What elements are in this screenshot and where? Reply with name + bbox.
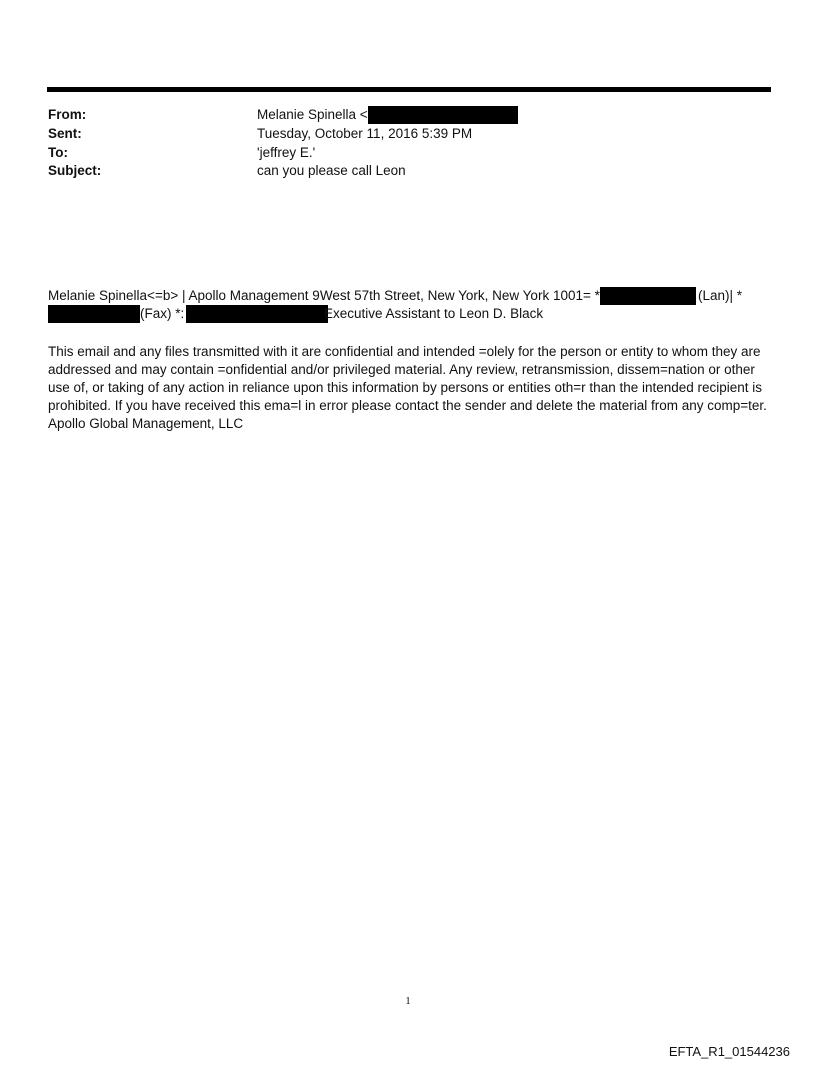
from-sender: Melanie Spinella < xyxy=(257,107,368,122)
sent-label: Sent: xyxy=(48,126,82,141)
from-label: From: xyxy=(48,107,87,122)
redacted-phone xyxy=(600,287,696,305)
document-id: EFTA_R1_01544236 xyxy=(668,1044,790,1059)
to-value: 'jeffrey E.' xyxy=(257,145,316,160)
redacted-fax-number xyxy=(48,305,140,323)
redacted-mobile xyxy=(186,305,328,323)
signature-fax-label: (Fax) *: xyxy=(140,306,185,321)
subject-value: can you please call Leon xyxy=(257,163,406,178)
signature-title: Executive Assistant to Leon D. Black xyxy=(324,306,544,321)
confidentiality-disclaimer: This email and any files transmitted with it are confidential and intended =olely for the person or entity to whom they are addressed and may contain =onfidential and/or privileged material. Any review, retransmission, dissem=nation or other use of, or taking of any action in reliance upon this information by persons or entities oth=r than the intended recipient is prohibited. If you have received this ema=l in error please contact the sender and delete the material from any comp=ter. Apollo Global Management, LLC xyxy=(48,344,767,431)
page-number: 1 xyxy=(405,995,411,1007)
signature-lan-label: (Lan)| * xyxy=(698,288,743,303)
redacted-email xyxy=(368,106,518,124)
signature-address: Melanie Spinella<=b> | Apollo Management 9West 57th Street, New York, New York 1001= * xyxy=(48,288,600,303)
signature-line-1 xyxy=(48,287,772,305)
signature-line-2 xyxy=(48,305,772,323)
to-label: To: xyxy=(48,145,68,160)
subject-label: Subject: xyxy=(48,163,102,178)
sent-value: Tuesday, October 11, 2016 5:39 PM xyxy=(257,126,473,141)
header-divider xyxy=(47,87,771,92)
signature-block xyxy=(48,287,772,323)
from-value xyxy=(257,106,518,124)
